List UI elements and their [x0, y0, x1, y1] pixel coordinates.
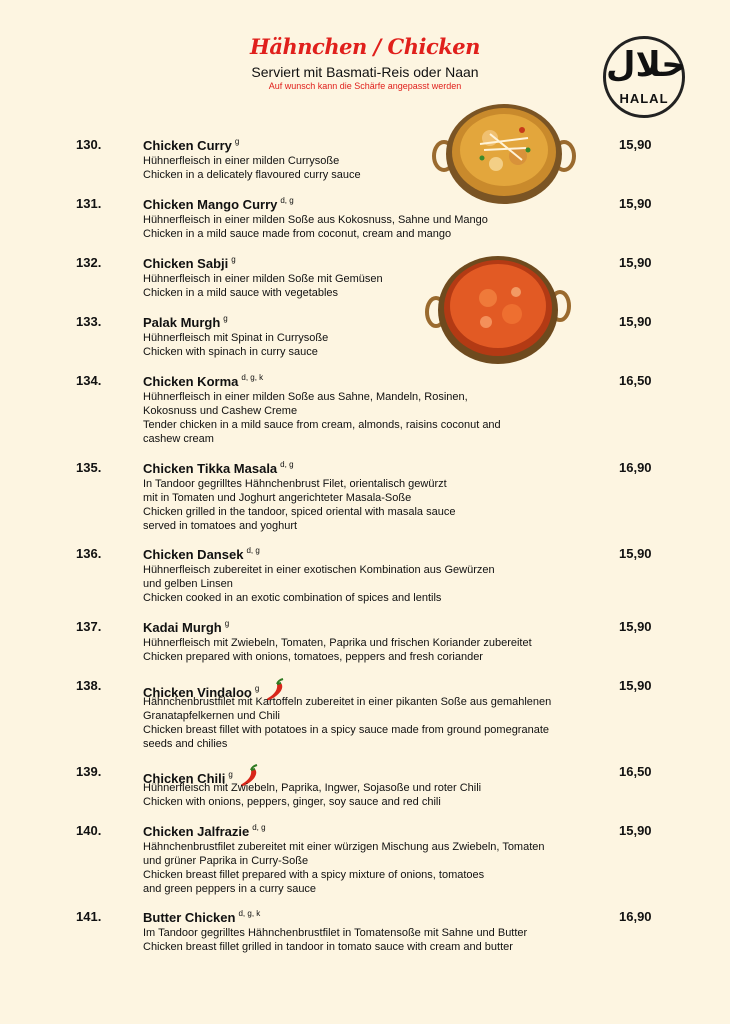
allergen-codes: d, g: [246, 546, 260, 555]
item-name: Palak Murgh: [143, 315, 221, 330]
item-number: 140.: [76, 823, 102, 838]
item-description: [143, 272, 603, 300]
allergen-codes: g: [231, 255, 236, 264]
item-number: 141.: [76, 909, 102, 924]
item-description: [143, 695, 603, 751]
spiciness-note: Auf wunsch kann die Schärfe angepasst werden: [268, 81, 462, 91]
description-line: Chicken in a mild sauce with vegetables: [143, 287, 339, 299]
item-name: Chicken Curry: [143, 138, 232, 153]
item-number: 137.: [76, 619, 102, 634]
allergen-codes: d, g: [280, 460, 294, 469]
description-line: und gelben Linsen: [143, 578, 233, 590]
item-price: 16,90: [619, 460, 652, 475]
item-name: Chicken Tikka Masala: [143, 461, 278, 476]
description-line: mit in Tomaten und Joghurt angerichteter Masala-Soße: [143, 492, 412, 504]
item-name: Chicken Mango Curry: [143, 197, 278, 212]
description-line: Hühnerfleisch in einer milden Soße aus Sahne, Mandeln, Rosinen,: [143, 391, 468, 403]
allergen-codes: d, g, k: [238, 909, 261, 918]
description-line: Chicken grilled in the tandoor, spiced oriental with masala sauce: [143, 506, 456, 518]
item-name: Chicken Korma: [143, 374, 239, 389]
item-price: 15,90: [619, 314, 652, 329]
description-line: Chicken with spinach in curry sauce: [143, 346, 318, 358]
item-name: Chicken Sabji: [143, 256, 229, 271]
description-line: Hühnerfleisch zubereitet in einer exotischen Kombination aus Gewürzen: [143, 564, 495, 576]
item-name: Chicken Dansek: [143, 547, 244, 562]
description-line: and green peppers in a curry sauce: [143, 883, 317, 895]
item-name: Chicken Jalfrazie: [143, 824, 250, 839]
item-description: [143, 390, 603, 446]
description-line: Chicken breast fillet prepared with a spicy mixture of onions, tomatoes: [143, 869, 485, 881]
item-price: 16,50: [619, 373, 652, 388]
description-line: und grüner Paprika in Curry-Soße: [143, 855, 309, 867]
description-line: Chicken cooked in an exotic combination of spices and lentils: [143, 592, 442, 604]
description-line: Chicken in a mild sauce made from coconut, cream and mango: [143, 228, 452, 240]
page-title: Hähnchen / Chicken: [250, 34, 480, 59]
description-line: Granatapfelkernen und Chili: [143, 710, 280, 722]
item-description: [143, 331, 603, 359]
allergen-codes: g: [224, 619, 230, 628]
description-line: Chicken prepared with onions, tomatoes, peppers and fresh coriander: [143, 651, 483, 663]
description-line: Chicken with onions, peppers, ginger, soy sauce and red chili: [143, 796, 441, 808]
item-name: Kadai Murgh: [143, 620, 222, 635]
item-number: 131.: [76, 196, 102, 211]
item-description: [143, 781, 603, 809]
allergen-codes: g: [234, 137, 240, 146]
description-line: seeds and chilies: [143, 738, 228, 750]
item-price: 16,90: [619, 909, 652, 924]
description-line: Kokosnuss und Cashew Creme: [143, 405, 298, 417]
description-line: Hähnchenbrustfilet zubereitet mit einer würzigen Mischung aus Zwiebeln, Tomaten: [143, 841, 545, 853]
description-line: Hähnchenbrustfilet mit Kartoffeln zubereitet in einer pikanten Soße aus gemahlenen: [143, 696, 552, 708]
item-name-line: [143, 823, 266, 839]
item-name-line: [143, 314, 228, 330]
description-line: Hühnerfleisch in einer milden Soße aus Kokosnuss, Sahne und Mango: [143, 214, 488, 226]
item-number: 132.: [76, 255, 102, 270]
item-name-line: [143, 619, 229, 635]
allergen-codes: d, g, k: [241, 373, 264, 382]
item-price: 15,90: [619, 255, 652, 270]
item-name: Chicken Chili: [143, 771, 226, 786]
description-line: Chicken breast fillet grilled in tandoor in tomato sauce with cream and butter: [143, 941, 513, 953]
item-price: 15,90: [619, 823, 652, 838]
item-name-line: [143, 460, 294, 476]
item-price: 15,90: [619, 137, 652, 152]
description-line: Hühnerfleisch mit Zwiebeln, Tomaten, Paprika und frischen Koriander zubereitet: [143, 637, 532, 649]
item-number: 138.: [76, 678, 102, 693]
curry-bowl-image: [430, 98, 578, 208]
item-description: [143, 477, 603, 533]
description-line: Im Tandoor gegrilltes Hähnchenbrustfilet in Tomatensoße mit Sahne und Butter: [143, 927, 528, 939]
item-name-line: [143, 137, 239, 153]
description-line: Chicken in a delicately flavoured curry sauce: [143, 169, 361, 181]
item-description: [143, 154, 603, 182]
item-name-line: [143, 196, 294, 212]
item-number: 130.: [76, 137, 102, 152]
allergen-codes: d, g: [252, 823, 266, 832]
item-name-line: [143, 373, 263, 389]
item-description: [143, 926, 603, 954]
item-price: 15,90: [619, 196, 652, 211]
item-price: 15,90: [619, 546, 652, 561]
description-line: served in tomatoes and yoghurt: [143, 520, 298, 532]
allergen-codes: g: [228, 770, 233, 779]
allergen-codes: d, g: [280, 196, 294, 205]
page-subtitle: Serviert mit Basmati-Reis oder Naan: [251, 64, 479, 80]
item-number: 134.: [76, 373, 102, 388]
halal-badge: [603, 36, 685, 118]
item-description: [143, 213, 603, 241]
description-line: Hühnerfleisch mit Zwiebeln, Paprika, Ingwer, Sojasoße und roter Chili: [143, 782, 482, 794]
description-line: Hühnerfleisch in einer milden Currysoße: [143, 155, 340, 167]
item-number: 139.: [76, 764, 102, 779]
item-number: 133.: [76, 314, 102, 329]
halal-latin-text: HALAL: [619, 91, 669, 106]
item-number: 136.: [76, 546, 102, 561]
item-price: 15,90: [619, 619, 652, 634]
description-line: In Tandoor gegrilltes Hähnchenbrust Filet, orientalisch gewürzt: [143, 478, 447, 490]
description-line: Hühnerfleisch mit Spinat in Currysoße: [143, 332, 329, 344]
allergen-codes: g: [254, 684, 260, 693]
item-price: 15,90: [619, 678, 652, 693]
item-name: Chicken Vindaloo: [143, 685, 252, 700]
halal-arabic-text: حلال: [606, 45, 686, 85]
description-line: Chicken breast fillet with potatoes in a spicy sauce made from ground pomegranate: [143, 724, 549, 736]
item-price: 16,50: [619, 764, 652, 779]
description-line: Tender chicken in a mild sauce from cream, almonds, raisins coconut and: [143, 419, 501, 431]
item-description: [143, 840, 603, 896]
description-line: Hühnerfleisch in einer milden Soße mit Gemüsen: [143, 273, 383, 285]
description-line: cashew cream: [143, 433, 214, 445]
item-name-line: [143, 546, 260, 562]
item-description: [143, 636, 603, 664]
item-name: Butter Chicken: [143, 910, 236, 925]
item-name-line: [143, 909, 260, 925]
allergen-codes: g: [223, 314, 228, 323]
item-name-line: [143, 255, 236, 271]
item-description: [143, 563, 603, 605]
item-number: 135.: [76, 460, 102, 475]
